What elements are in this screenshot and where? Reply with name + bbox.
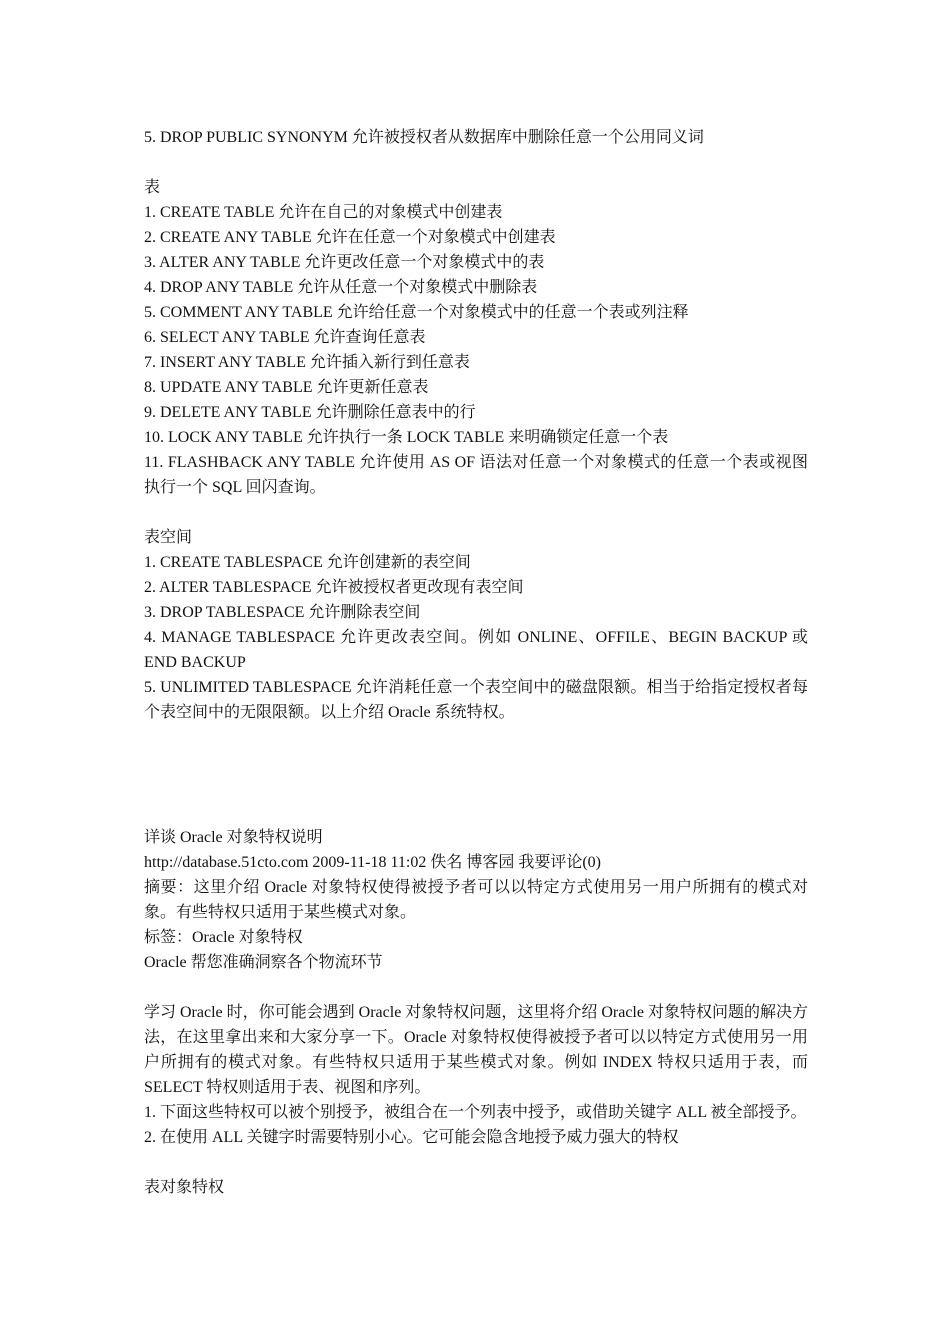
table-privilege-item: 6. SELECT ANY TABLE 允许查询任意表	[144, 329, 426, 346]
table-privilege-item: 3. ALTER ANY TABLE 允许更改任意一个对象模式中的表	[144, 254, 545, 271]
article-summary: 摘要：这里介绍 Oracle 对象特权使得被授予者可以以特定方式使用另一用户所拥有的模式对象。有些特权只适用于某些模式对象。	[144, 879, 808, 921]
blank-line	[144, 1150, 808, 1175]
table-privilege-item: 11. FLASHBACK ANY TABLE 允许使用 AS OF 语法对任意一个对象模式的任意一个表或视图执行一个 SQL 回闪查询。	[144, 454, 808, 496]
tablespace-privilege-item: 2. ALTER TABLESPACE 允许被授权者更改现有表空间	[144, 579, 524, 596]
tablespace-privilege-item: 3. DROP TABLESPACE 允许删除表空间	[144, 604, 421, 621]
drop-public-synonym-item: 5. DROP PUBLIC SYNONYM 允许被授权者从数据库中删除任意一个公用同义词	[144, 129, 704, 146]
article-meta: http://database.51cto.com 2009-11-18 11:02 佚名 博客园 我要评论(0)	[144, 854, 601, 871]
article-body-paragraph: 学习 Oracle 时，你可能会遇到 Oracle 对象特权问题，这里将介绍 Oracle 对象特权问题的解决方法，在这里拿出来和大家分享一下。Oracle 对象特权使得被授予者可以以特定方式使用另一用户所拥有的模式对象。有些特权只适用于某些模式对象。例如 INDEX 特权只适用于表，而 SELECT 特权则适用于表、视图和序列。	[144, 1004, 808, 1096]
tablespace-section-heading: 表空间	[144, 529, 193, 546]
blank-line	[144, 800, 808, 825]
table-privilege-item: 4. DROP ANY TABLE 允许从任意一个对象模式中删除表	[144, 279, 538, 296]
article-point: 2. 在使用 ALL 关键字时需要特别小心。它可能会隐含地授予威力强大的特权	[144, 1129, 679, 1146]
article-promo: Oracle 帮您准确洞察各个物流环节	[144, 954, 383, 971]
table-privilege-item: 9. DELETE ANY TABLE 允许删除任意表中的行	[144, 404, 476, 421]
table-object-privileges-heading: 表对象特权	[144, 1179, 225, 1196]
article-title: 详谈 Oracle 对象特权说明	[144, 829, 323, 846]
table-privilege-item: 1. CREATE TABLE 允许在自己的对象模式中创建表	[144, 204, 503, 221]
blank-line	[144, 150, 808, 175]
table-privilege-item: 2. CREATE ANY TABLE 允许在任意一个对象模式中创建表	[144, 229, 556, 246]
table-privilege-item: 10. LOCK ANY TABLE 允许执行一条 LOCK TABLE 来明确锁定任意一个表	[144, 429, 669, 446]
blank-line	[144, 975, 808, 1000]
table-privilege-item: 5. COMMENT ANY TABLE 允许给任意一个对象模式中的任意一个表或列注释	[144, 304, 689, 321]
tablespace-privilege-item: 1. CREATE TABLESPACE 允许创建新的表空间	[144, 554, 471, 571]
tablespace-privilege-item: 5. UNLIMITED TABLESPACE 允许消耗任意一个表空间中的磁盘限额。相当于给指定授权者每个表空间中的无限限额。以上介绍 Oracle 系统特权。	[144, 679, 808, 721]
tablespace-privilege-item: 4. MANAGE TABLESPACE 允许更改表空间。例如 ONLINE、OFFILE、BEGIN BACKUP 或 END BACKUP	[144, 629, 808, 671]
article-tags: 标签：Oracle 对象特权	[144, 929, 303, 946]
table-privilege-item: 7. INSERT ANY TABLE 允许插入新行到任意表	[144, 354, 470, 371]
article-point: 1. 下面这些特权可以被个别授予，被组合在一个列表中授予，或借助关键字 ALL 被全部授予。	[144, 1104, 807, 1121]
blank-line	[144, 500, 808, 525]
section-spacer	[144, 725, 808, 800]
table-privilege-item: 8. UPDATE ANY TABLE 允许更新任意表	[144, 379, 429, 396]
table-section-heading: 表	[144, 179, 161, 196]
document-page	[144, 125, 808, 1200]
